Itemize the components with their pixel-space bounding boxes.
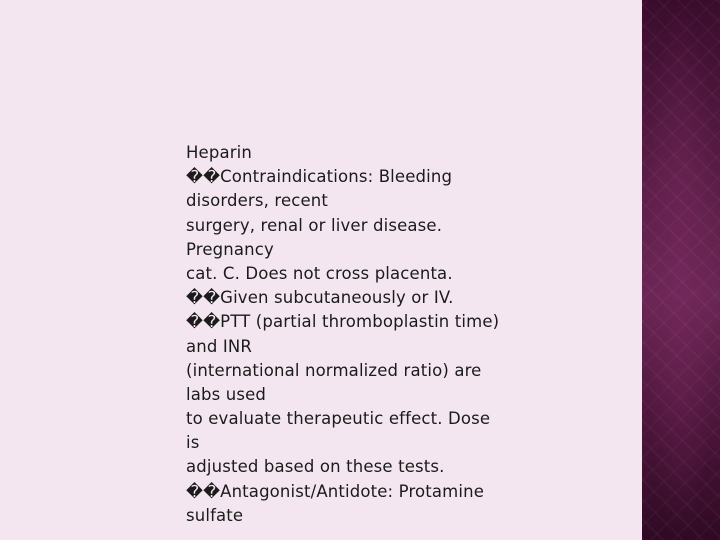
text-line: surgery, renal or liver disease. bbox=[186, 215, 443, 235]
text-line: is bbox=[186, 433, 200, 453]
text-line: and INR bbox=[186, 336, 253, 356]
text-line: ��Antagonist/Antidote: Protamine bbox=[186, 481, 485, 501]
slide-text-body bbox=[186, 141, 626, 528]
text-line: disorders, recent bbox=[186, 191, 329, 211]
text-line: (international normalized ratio) are bbox=[186, 360, 482, 380]
text-line-title: Heparin bbox=[186, 143, 253, 162]
text-line: ��Contraindications: Bleeding bbox=[186, 167, 453, 187]
text-line: labs used bbox=[186, 384, 267, 404]
text-line: ��Given subcutaneously or IV. bbox=[186, 288, 454, 308]
text-line: ��PTT (partial thromboplastin time) bbox=[186, 312, 500, 332]
text-line: sulfate bbox=[186, 505, 244, 525]
side-panel-texture bbox=[642, 0, 720, 540]
text-line: cat. C. Does not cross placenta. bbox=[186, 263, 453, 283]
text-line: adjusted based on these tests. bbox=[186, 457, 445, 477]
decorative-side-panel bbox=[642, 0, 720, 540]
text-line: Pregnancy bbox=[186, 239, 274, 259]
text-line: to evaluate therapeutic effect. Dose bbox=[186, 409, 491, 429]
